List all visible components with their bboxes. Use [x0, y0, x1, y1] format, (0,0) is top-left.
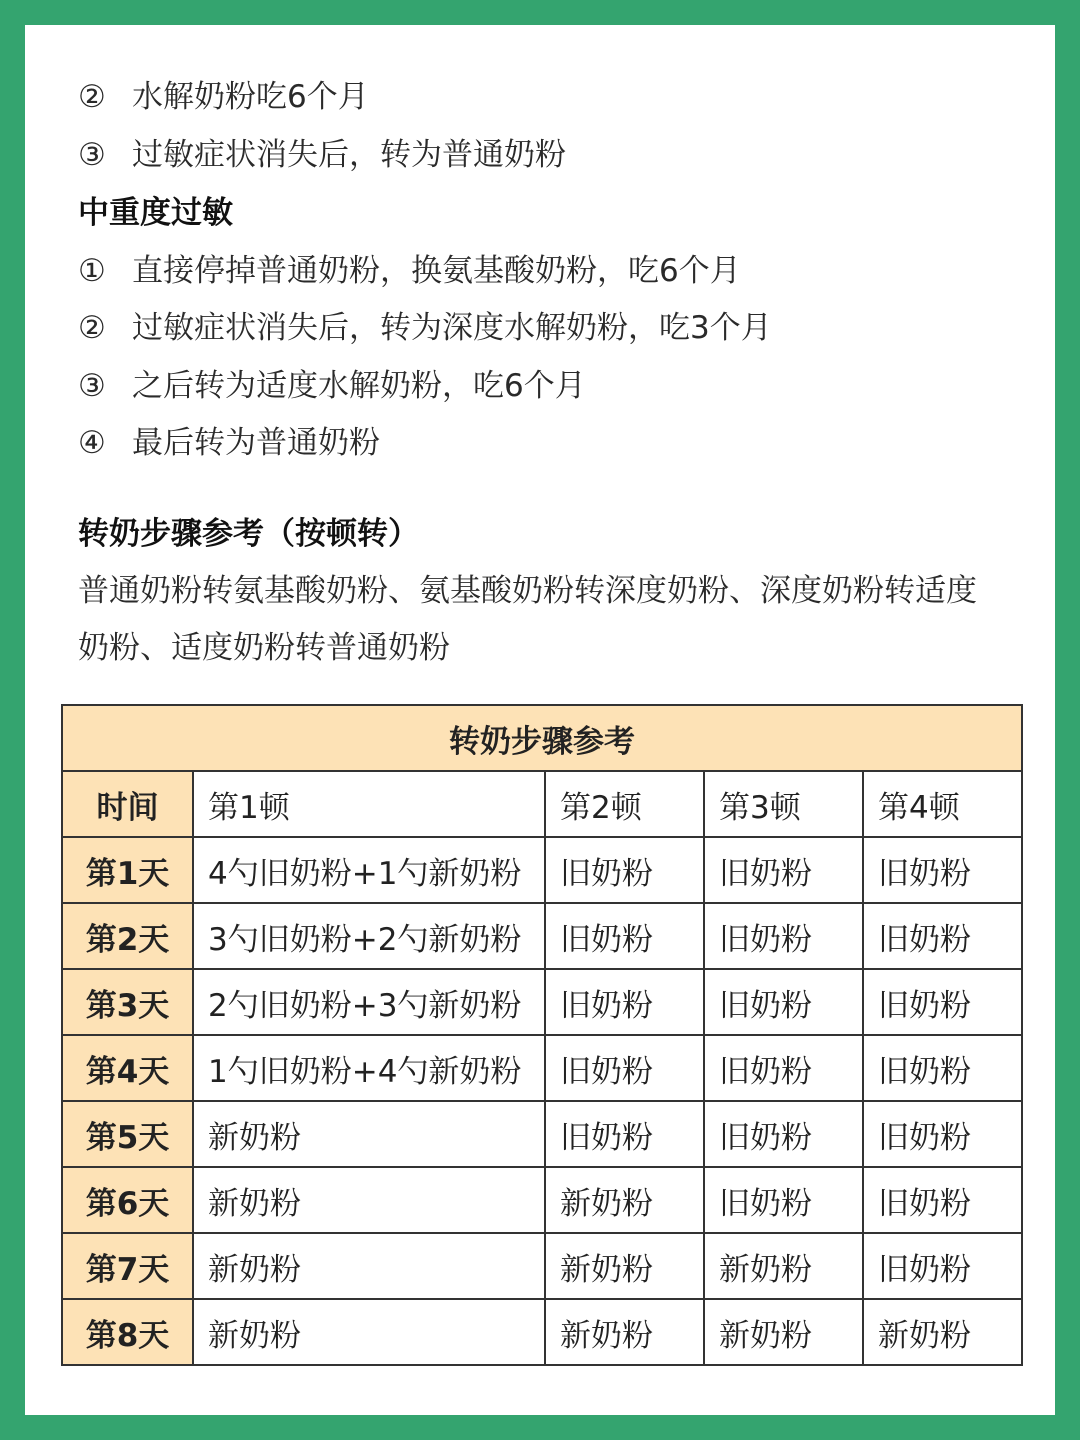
table-row — [62, 1167, 1022, 1233]
step-number: ② — [78, 310, 106, 346]
table-cell: 新奶粉 — [704, 1233, 863, 1299]
table-row — [62, 969, 1022, 1035]
table-row — [62, 1233, 1022, 1299]
table-row — [62, 1299, 1022, 1365]
step-text: 之后转为适度水解奶粉，吃6个月 — [132, 368, 586, 404]
step-number: ① — [78, 253, 106, 289]
day-cell: 第1天 — [62, 837, 193, 903]
severe-allergy-heading: 中重度过敏 — [78, 195, 233, 231]
step-text: 水解奶粉吃6个月 — [132, 79, 369, 115]
step-number: ② — [78, 79, 106, 115]
header-cell-meal-4: 第4顿 — [863, 771, 1022, 837]
table-cell: 新奶粉 — [545, 1167, 704, 1233]
header-cell-meal-2: 第2顿 — [545, 771, 704, 837]
day-cell: 第8天 — [62, 1299, 193, 1365]
step-number: ④ — [78, 425, 106, 461]
table-cell: 新奶粉 — [193, 1167, 545, 1233]
table-cell: 新奶粉 — [193, 1233, 545, 1299]
table-cell: 1勺旧奶粉+4勺新奶粉 — [193, 1035, 545, 1101]
table-cell: 新奶粉 — [863, 1299, 1022, 1365]
table-cell: 旧奶粉 — [545, 1035, 704, 1101]
table-cell: 旧奶粉 — [704, 837, 863, 903]
table-cell: 旧奶粉 — [863, 1101, 1022, 1167]
table-cell: 新奶粉 — [193, 1299, 545, 1365]
day-cell: 第7天 — [62, 1233, 193, 1299]
day-cell: 第2天 — [62, 903, 193, 969]
step-text: 直接停掉普通奶粉，换氨基酸奶粉，吃6个月 — [132, 253, 741, 289]
table-row — [62, 1035, 1022, 1101]
table-cell: 旧奶粉 — [704, 1035, 863, 1101]
mild-step-2 — [78, 77, 369, 117]
step-text: 过敏症状消失后，转为深度水解奶粉，吃3个月 — [132, 310, 772, 346]
table-cell: 3勺旧奶粉+2勺新奶粉 — [193, 903, 545, 969]
header-cell-time: 时间 — [62, 771, 193, 837]
severe-step-3 — [78, 366, 586, 406]
table-cell: 旧奶粉 — [545, 1101, 704, 1167]
table-cell: 旧奶粉 — [863, 1233, 1022, 1299]
table-cell: 4勺旧奶粉+1勺新奶粉 — [193, 837, 545, 903]
table-cell: 新奶粉 — [545, 1299, 704, 1365]
table-header-row — [62, 771, 1022, 837]
table-cell: 新奶粉 — [545, 1233, 704, 1299]
transition-steps-table — [61, 704, 1023, 1366]
table-cell: 旧奶粉 — [545, 837, 704, 903]
step-number: ③ — [78, 368, 106, 404]
day-cell: 第6天 — [62, 1167, 193, 1233]
table-cell: 新奶粉 — [193, 1101, 545, 1167]
severe-step-1 — [78, 251, 741, 291]
day-cell: 第5天 — [62, 1101, 193, 1167]
table-cell: 新奶粉 — [704, 1299, 863, 1365]
transition-text-line-2: 奶粉、适度奶粉转普通奶粉 — [78, 630, 450, 666]
table-cell: 旧奶粉 — [863, 969, 1022, 1035]
table-row — [62, 1101, 1022, 1167]
step-text: 过敏症状消失后，转为普通奶粉 — [132, 137, 566, 173]
table-cell: 旧奶粉 — [863, 1035, 1022, 1101]
table-cell: 旧奶粉 — [863, 903, 1022, 969]
step-text: 最后转为普通奶粉 — [132, 425, 380, 461]
table-row — [62, 837, 1022, 903]
transition-text-line-1: 普通奶粉转氨基酸奶粉、氨基酸奶粉转深度奶粉、深度奶粉转适度 — [78, 573, 977, 609]
table-row — [62, 903, 1022, 969]
table-cell: 旧奶粉 — [545, 969, 704, 1035]
header-cell-meal-1: 第1顿 — [193, 771, 545, 837]
table-cell: 旧奶粉 — [863, 1167, 1022, 1233]
table-title: 转奶步骤参考 — [62, 705, 1022, 771]
table-cell: 旧奶粉 — [704, 903, 863, 969]
severe-step-2 — [78, 308, 772, 348]
table-cell: 旧奶粉 — [863, 837, 1022, 903]
header-cell-meal-3: 第3顿 — [704, 771, 863, 837]
table-cell: 旧奶粉 — [704, 969, 863, 1035]
day-cell: 第4天 — [62, 1035, 193, 1101]
step-number: ③ — [78, 137, 106, 173]
mild-step-3 — [78, 135, 566, 175]
content-card — [25, 25, 1055, 1415]
table-cell: 旧奶粉 — [704, 1101, 863, 1167]
day-cell: 第3天 — [62, 969, 193, 1035]
table-cell: 2勺旧奶粉+3勺新奶粉 — [193, 969, 545, 1035]
severe-step-4 — [78, 423, 380, 463]
table-cell: 旧奶粉 — [545, 903, 704, 969]
table-title-row — [62, 705, 1022, 771]
transition-heading: 转奶步骤参考（按顿转） — [78, 516, 419, 552]
table-cell: 旧奶粉 — [704, 1167, 863, 1233]
